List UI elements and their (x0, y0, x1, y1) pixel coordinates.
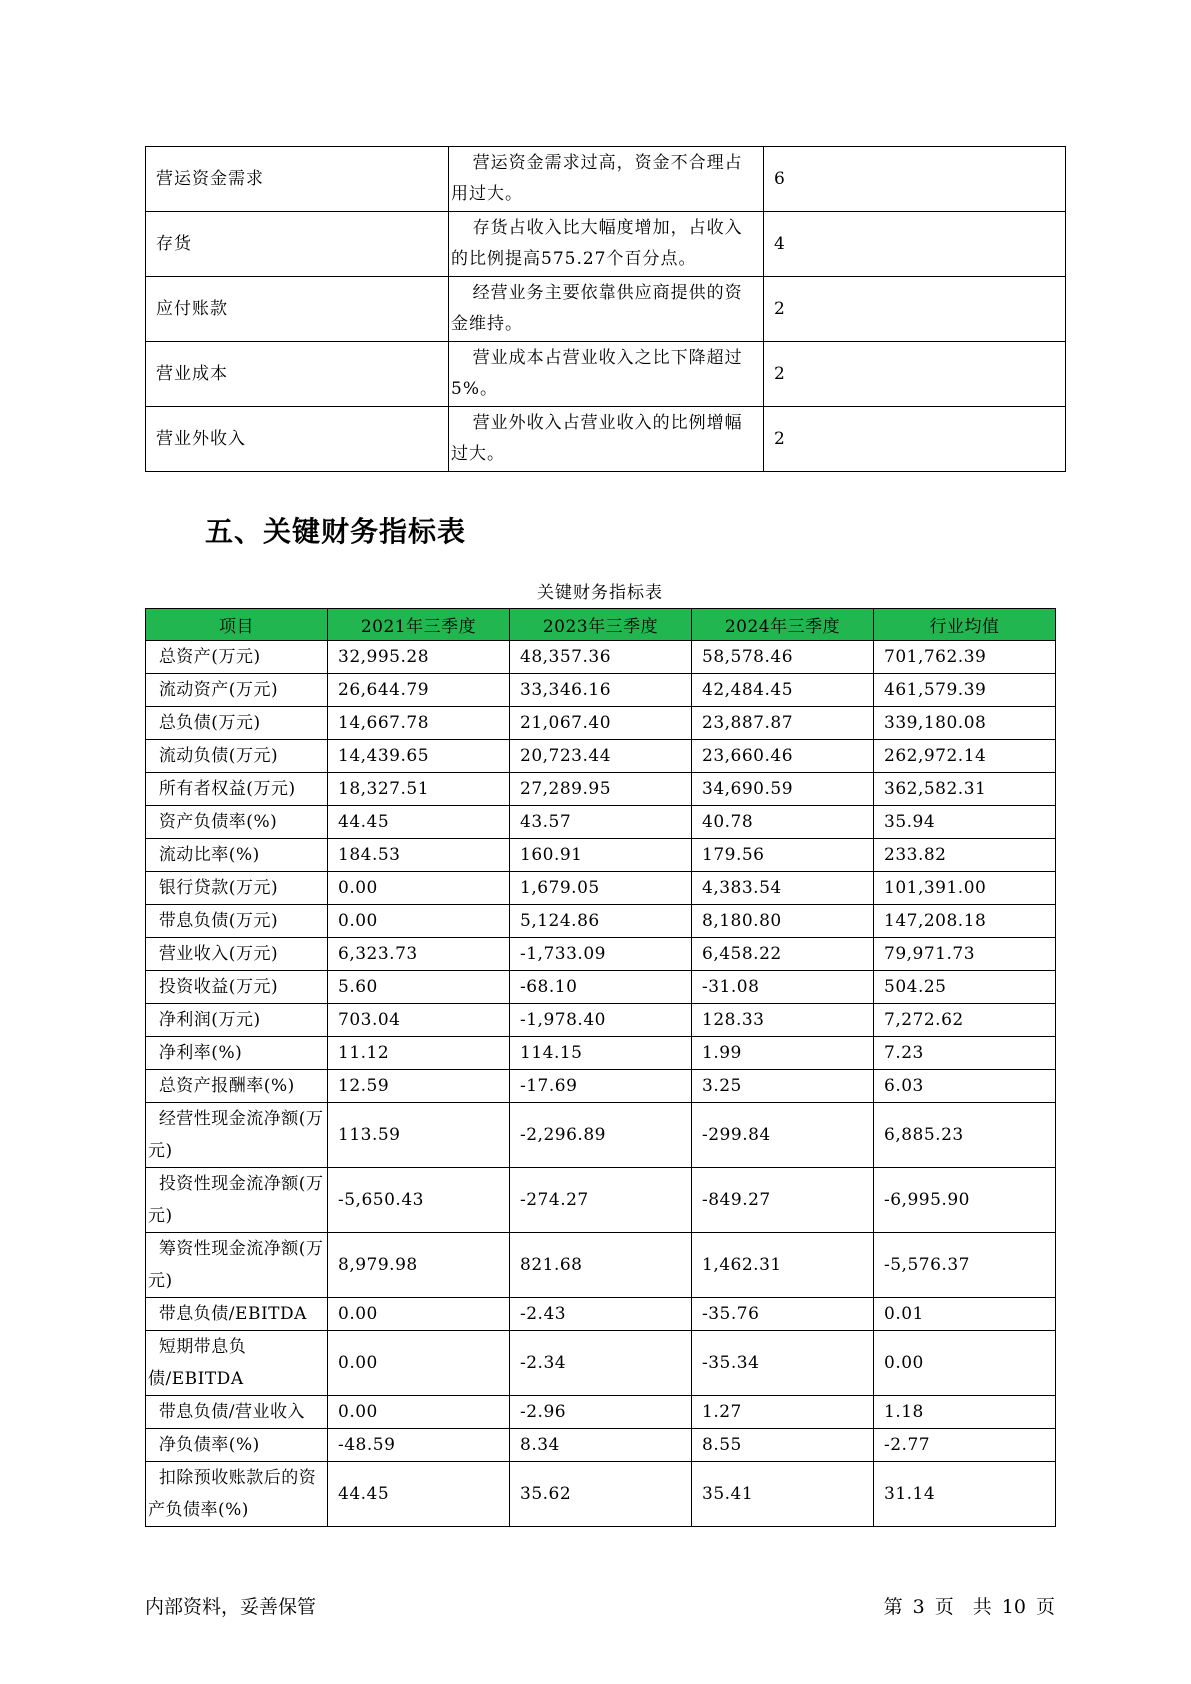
table-cell: 0.00 (328, 1298, 510, 1331)
table-cell: 101,391.00 (874, 872, 1056, 905)
table-cell: 1.27 (692, 1396, 874, 1429)
table-cell: 8.34 (510, 1429, 692, 1462)
table-cell: 58,578.46 (692, 641, 874, 674)
row-label: 带息负债/营业收入 (146, 1396, 328, 1429)
section-heading: 五、关键财务指标表 (205, 515, 467, 548)
table-cell: 1,679.05 (510, 872, 692, 905)
table-cell: 821.68 (510, 1233, 692, 1298)
table-row (146, 277, 1066, 342)
column-header-industry-avg: 行业均值 (874, 609, 1056, 641)
risk-item: 营运资金需求 (146, 147, 449, 212)
risk-item: 应付账款 (146, 277, 449, 342)
risk-score: 2 (764, 277, 1066, 342)
financial-table-body (146, 641, 1056, 1527)
table-cell: 34,690.59 (692, 773, 874, 806)
table-cell: -1,733.09 (510, 938, 692, 971)
table-cell: 179.56 (692, 839, 874, 872)
table-cell: 43.57 (510, 806, 692, 839)
table-cell: -48.59 (328, 1429, 510, 1462)
table-cell: 1.18 (874, 1396, 1056, 1429)
table-cell: -274.27 (510, 1168, 692, 1233)
table-cell: 23,660.46 (692, 740, 874, 773)
table-cell: 147,208.18 (874, 905, 1056, 938)
table-cell: 6,885.23 (874, 1103, 1056, 1168)
table-cell: 504.25 (874, 971, 1056, 1004)
risk-score: 6 (764, 147, 1066, 212)
risk-table (145, 146, 1066, 472)
risk-score: 4 (764, 212, 1066, 277)
table-cell: 128.33 (692, 1004, 874, 1037)
footer-confidential: 内部资料，妥善保管 (145, 1596, 317, 1618)
table-cell: 44.45 (328, 1462, 510, 1527)
table-row (146, 971, 1056, 1004)
row-label: 总资产(万元) (146, 641, 328, 674)
table-row (146, 938, 1056, 971)
table-cell: 40.78 (692, 806, 874, 839)
row-label: 流动负债(万元) (146, 740, 328, 773)
table-row (146, 1462, 1056, 1527)
risk-item: 存货 (146, 212, 449, 277)
table-row (146, 1429, 1056, 1462)
table-cell: -2.96 (510, 1396, 692, 1429)
table-row (146, 740, 1056, 773)
risk-description: 经营业务主要依靠供应商提供的资金维持。 (449, 277, 764, 342)
row-label: 银行贷款(万元) (146, 872, 328, 905)
table-cell: 6,458.22 (692, 938, 874, 971)
table-cell: 26,644.79 (328, 674, 510, 707)
table-cell: 0.00 (328, 872, 510, 905)
table-cell: 6,323.73 (328, 938, 510, 971)
table-cell: 20,723.44 (510, 740, 692, 773)
table-cell: 0.00 (328, 1331, 510, 1396)
table-cell: 3.25 (692, 1070, 874, 1103)
column-header-2024q3: 2024年三季度 (692, 609, 874, 641)
row-label: 流动比率(%) (146, 839, 328, 872)
table-cell: 7.23 (874, 1037, 1056, 1070)
table-row (146, 773, 1056, 806)
table-cell: 35.94 (874, 806, 1056, 839)
table-cell: 21,067.40 (510, 707, 692, 740)
table-cell: 23,887.87 (692, 707, 874, 740)
table-cell: -2.34 (510, 1331, 692, 1396)
table-cell: 44.45 (328, 806, 510, 839)
column-header-2023q3: 2023年三季度 (510, 609, 692, 641)
row-label: 投资性现金流净额(万元) (146, 1168, 328, 1233)
table-row (146, 1233, 1056, 1298)
table-cell: 31.14 (874, 1462, 1056, 1527)
table-cell: 703.04 (328, 1004, 510, 1037)
table-cell: 701,762.39 (874, 641, 1056, 674)
table-cell: 12.59 (328, 1070, 510, 1103)
table-row (146, 839, 1056, 872)
table-row (146, 872, 1056, 905)
table-header-row (146, 609, 1056, 641)
row-label: 总负债(万元) (146, 707, 328, 740)
row-label: 流动资产(万元) (146, 674, 328, 707)
table-cell: -17.69 (510, 1070, 692, 1103)
table-cell: 33,346.16 (510, 674, 692, 707)
table-cell: 5,124.86 (510, 905, 692, 938)
table-cell: 0.00 (874, 1331, 1056, 1396)
row-label: 净利率(%) (146, 1037, 328, 1070)
table-cell: 27,289.95 (510, 773, 692, 806)
financial-indicators-table (145, 608, 1056, 1527)
table-cell: 1.99 (692, 1037, 874, 1070)
risk-item: 营业成本 (146, 342, 449, 407)
row-label: 所有者权益(万元) (146, 773, 328, 806)
table-cell: 184.53 (328, 839, 510, 872)
table-cell: 42,484.45 (692, 674, 874, 707)
table-cell: -35.34 (692, 1331, 874, 1396)
table-cell: 14,667.78 (328, 707, 510, 740)
table-cell: 7,272.62 (874, 1004, 1056, 1037)
footer-page-number: 第 3 页 共 10 页 (883, 1596, 1055, 1618)
table-caption: 关键财务指标表 (537, 583, 663, 603)
table-cell: 14,439.65 (328, 740, 510, 773)
risk-description: 营业外收入占营业收入的比例增幅过大。 (449, 407, 764, 472)
risk-description: 营业成本占营业收入之比下降超过5%。 (449, 342, 764, 407)
table-cell: 35.41 (692, 1462, 874, 1527)
row-label: 资产负债率(%) (146, 806, 328, 839)
table-cell: 5.60 (328, 971, 510, 1004)
table-cell: 461,579.39 (874, 674, 1056, 707)
column-header-item: 项目 (146, 609, 328, 641)
table-cell: 35.62 (510, 1462, 692, 1527)
table-cell: 362,582.31 (874, 773, 1056, 806)
table-row (146, 1070, 1056, 1103)
risk-item: 营业外收入 (146, 407, 449, 472)
table-cell: -2.77 (874, 1429, 1056, 1462)
table-cell: 339,180.08 (874, 707, 1056, 740)
table-row (146, 212, 1066, 277)
table-cell: 79,971.73 (874, 938, 1056, 971)
table-cell: 0.00 (328, 1396, 510, 1429)
table-row (146, 674, 1056, 707)
table-cell: -1,978.40 (510, 1004, 692, 1037)
table-cell: 8,979.98 (328, 1233, 510, 1298)
table-cell: 114.15 (510, 1037, 692, 1070)
table-row (146, 407, 1066, 472)
row-label: 投资收益(万元) (146, 971, 328, 1004)
table-row (146, 1298, 1056, 1331)
table-row (146, 1396, 1056, 1429)
table-row (146, 806, 1056, 839)
table-row (146, 905, 1056, 938)
row-label: 带息负债(万元) (146, 905, 328, 938)
table-cell: -6,995.90 (874, 1168, 1056, 1233)
row-label: 带息负债/EBITDA (146, 1298, 328, 1331)
risk-description: 营运资金需求过高，资金不合理占用过大。 (449, 147, 764, 212)
table-row (146, 147, 1066, 212)
table-cell: -2,296.89 (510, 1103, 692, 1168)
table-cell: 4,383.54 (692, 872, 874, 905)
table-cell: -68.10 (510, 971, 692, 1004)
row-label: 筹资性现金流净额(万元) (146, 1233, 328, 1298)
table-cell: 8,180.80 (692, 905, 874, 938)
table-cell: 32,995.28 (328, 641, 510, 674)
column-header-2021q3: 2021年三季度 (328, 609, 510, 641)
table-row (146, 1331, 1056, 1396)
table-row (146, 1168, 1056, 1233)
risk-description: 存货占收入比大幅度增加，占收入的比例提高575.27个百分点。 (449, 212, 764, 277)
table-cell: -5,576.37 (874, 1233, 1056, 1298)
row-label: 短期带息负债/EBITDA (146, 1331, 328, 1396)
table-row (146, 1004, 1056, 1037)
table-cell: 0.01 (874, 1298, 1056, 1331)
table-cell: 48,357.36 (510, 641, 692, 674)
table-cell: 8.55 (692, 1429, 874, 1462)
row-label: 经营性现金流净额(万元) (146, 1103, 328, 1168)
table-cell: -5,650.43 (328, 1168, 510, 1233)
table-row (146, 641, 1056, 674)
row-label: 营业收入(万元) (146, 938, 328, 971)
row-label: 总资产报酬率(%) (146, 1070, 328, 1103)
risk-score: 2 (764, 342, 1066, 407)
table-row (146, 1037, 1056, 1070)
table-cell: -2.43 (510, 1298, 692, 1331)
row-label: 净利润(万元) (146, 1004, 328, 1037)
table-cell: 18,327.51 (328, 773, 510, 806)
table-cell: 160.91 (510, 839, 692, 872)
risk-score: 2 (764, 407, 1066, 472)
table-cell: 233.82 (874, 839, 1056, 872)
table-cell: 113.59 (328, 1103, 510, 1168)
table-row (146, 342, 1066, 407)
table-cell: -35.76 (692, 1298, 874, 1331)
table-cell: 1,462.31 (692, 1233, 874, 1298)
table-cell: 262,972.14 (874, 740, 1056, 773)
table-cell: -31.08 (692, 971, 874, 1004)
table-cell: -299.84 (692, 1103, 874, 1168)
table-cell: -849.27 (692, 1168, 874, 1233)
table-cell: 11.12 (328, 1037, 510, 1070)
table-cell: 6.03 (874, 1070, 1056, 1103)
table-row (146, 707, 1056, 740)
row-label: 净负债率(%) (146, 1429, 328, 1462)
table-row (146, 1103, 1056, 1168)
table-cell: 0.00 (328, 905, 510, 938)
row-label: 扣除预收账款后的资产负债率(%) (146, 1462, 328, 1527)
